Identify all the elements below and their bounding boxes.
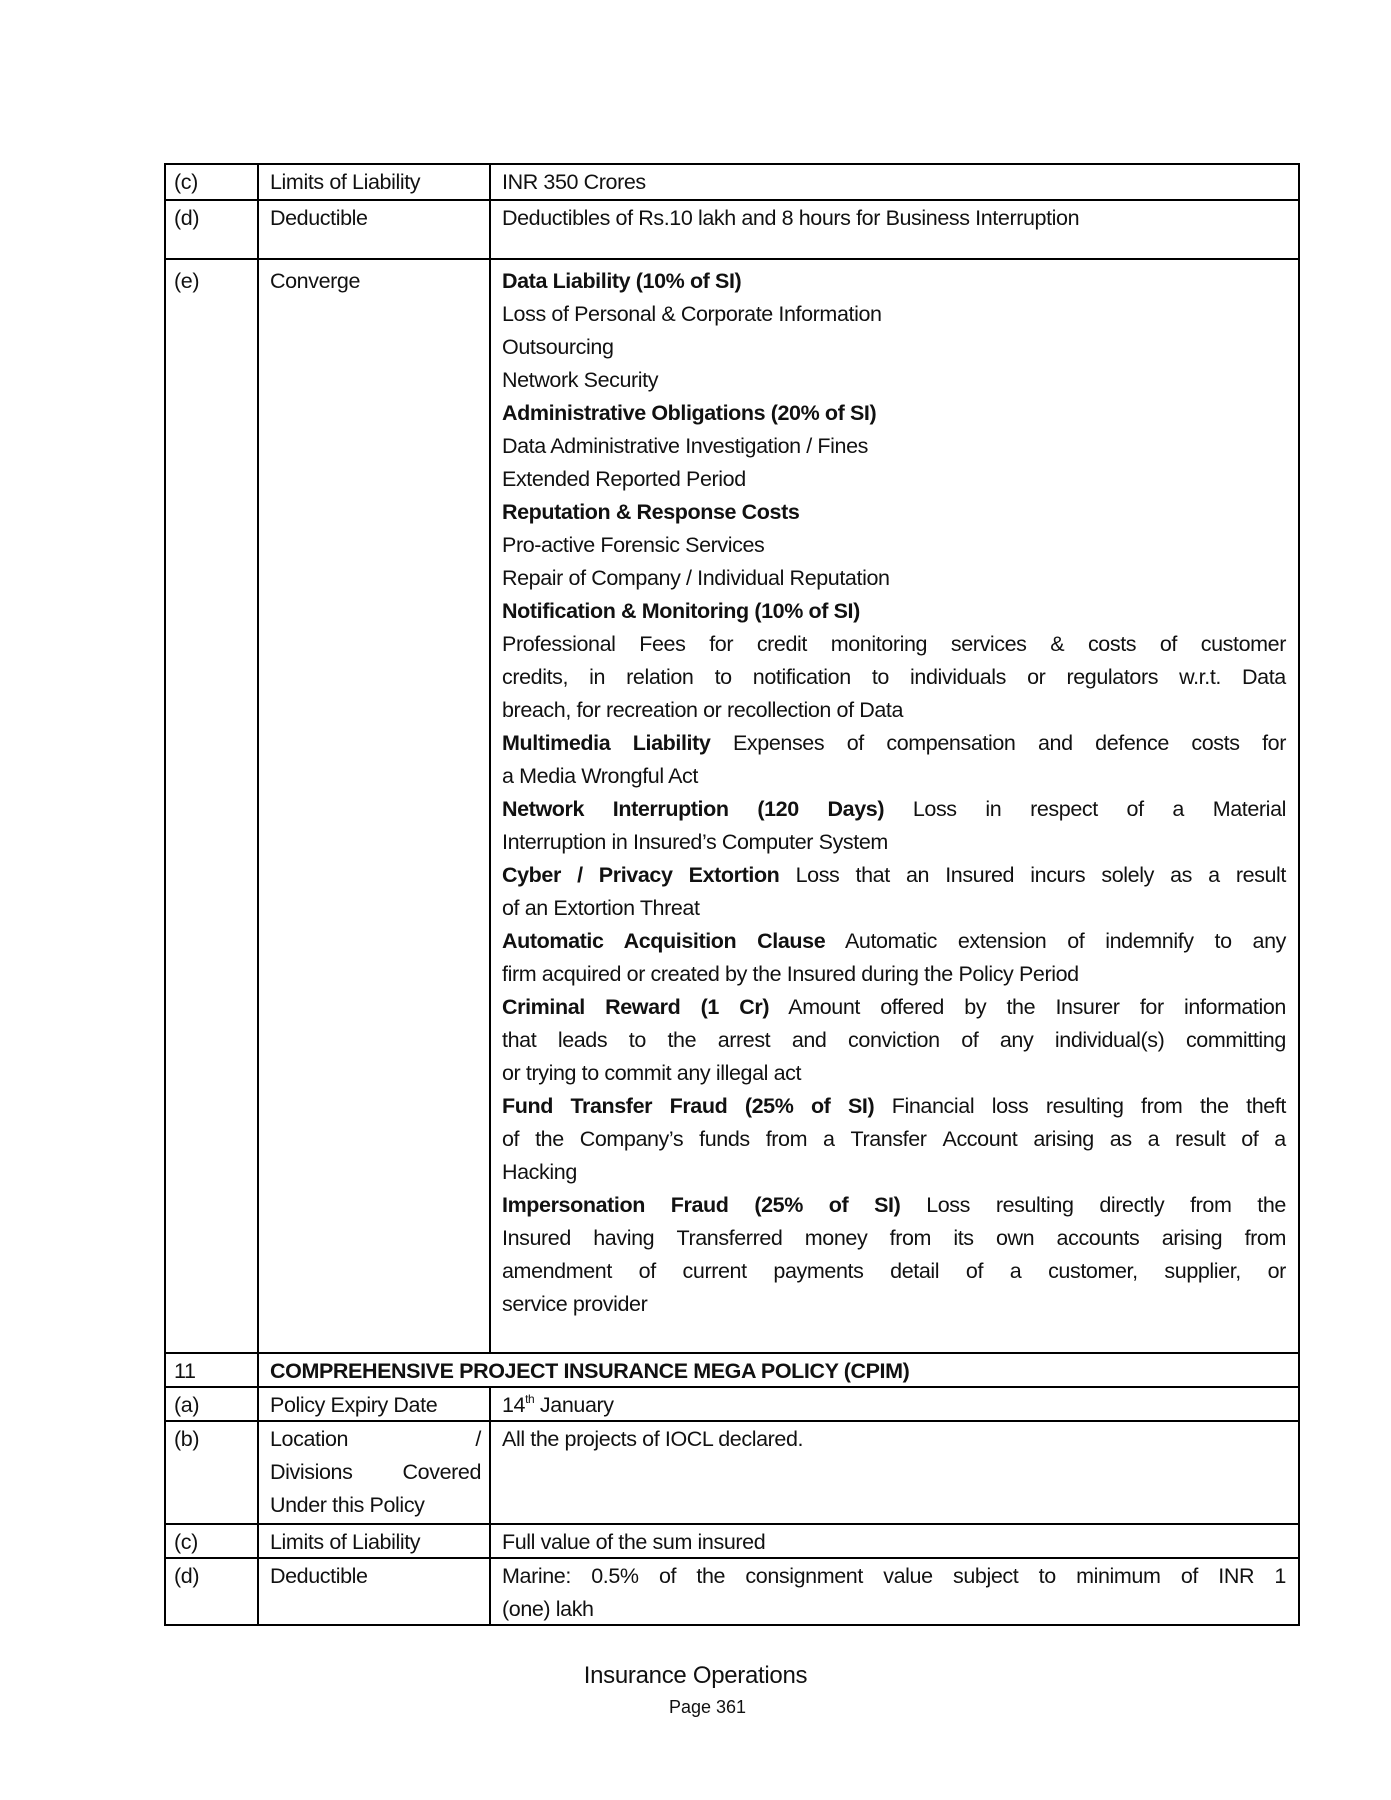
row-value-cell: [491, 1559, 1298, 1624]
coverage-line: Repair of Company / Individual Reputation: [502, 566, 890, 590]
row-field: Converge: [270, 269, 361, 293]
coverage-line: a Media Wrongful Act: [502, 764, 698, 788]
coverage-line-justified: amendment of current payments detail of a customer, supplier, or: [502, 1259, 1286, 1283]
section-heading-row: [166, 1354, 1298, 1388]
coverage-line-justified: credits, in relation to notification to individuals or regulators w.r.t. Data: [502, 665, 1286, 689]
coverage-item-fund-transfer-fraud: Fund Transfer Fraud (25% of SI) Financial loss resulting from the theft: [502, 1094, 1286, 1118]
row-label-cell: [166, 1559, 259, 1624]
row-field-cell: [259, 1525, 491, 1557]
coverage-line: service provider: [502, 1292, 648, 1316]
coverage-item-network-interruption: Network Interruption (120 Days) Loss in respect of a Material: [502, 797, 1286, 821]
table-row: [166, 1388, 1298, 1422]
coverage-line-justified: Professional Fees for credit monitoring services & costs of customer: [502, 632, 1286, 656]
row-label: (a): [174, 1393, 200, 1417]
row-label: (c): [174, 1530, 198, 1554]
coverage-list: [491, 260, 1298, 1352]
table-row: [166, 260, 1298, 1354]
coverage-line: Outsourcing: [502, 335, 614, 359]
row-label-cell: [166, 165, 259, 199]
table-row: [166, 1559, 1298, 1626]
row-value-line: Marine: 0.5% of the consignment value subject to minimum of INR 1: [502, 1564, 1286, 1588]
row-value-cell: [491, 1422, 1298, 1523]
row-field-cell: [259, 165, 491, 199]
table-row: [166, 1422, 1298, 1525]
section-title-cell: [259, 1354, 1298, 1386]
coverage-line: Data Administrative Investigation / Fines: [502, 434, 869, 458]
row-label-cell: [166, 1388, 259, 1420]
row-field: Limits of Liability: [270, 1530, 421, 1554]
row-label: (d): [174, 206, 200, 230]
row-value-cell: [491, 165, 1298, 199]
row-label-cell: [166, 1422, 259, 1523]
row-field-cell: [259, 1422, 491, 1523]
row-field: Deductible: [270, 1564, 368, 1588]
table-row: [166, 1525, 1298, 1559]
row-label: (b): [174, 1427, 200, 1451]
row-label-cell: [166, 260, 259, 1352]
coverage-line: or trying to commit any illegal act: [502, 1061, 802, 1085]
coverage-heading-notification: Notification & Monitoring (10% of SI): [502, 599, 860, 623]
coverage-line: Interruption in Insured’s Computer System: [502, 830, 888, 854]
row-field-cell: [259, 260, 491, 1352]
section-number-cell: [166, 1354, 259, 1386]
row-label-cell: [166, 201, 259, 258]
page-number: Page 361: [668, 1697, 747, 1717]
row-value: All the projects of IOCL declared.: [502, 1427, 804, 1451]
section-title: COMPREHENSIVE PROJECT INSURANCE MEGA POLICY (CPIM): [270, 1359, 910, 1383]
row-value-cell: [491, 201, 1298, 258]
coverage-line: Hacking: [502, 1160, 577, 1184]
row-value: INR 350 Crores: [502, 170, 646, 194]
coverage-heading-reputation: Reputation & Response Costs: [502, 500, 800, 524]
row-field-cell: [259, 1388, 491, 1420]
row-label-cell: [166, 1525, 259, 1557]
row-field-line: Divisions Covered: [270, 1460, 481, 1484]
coverage-line-justified: Insured having Transferred money from its own accounts arising from: [502, 1226, 1286, 1250]
expiry-date-value: 14th January: [502, 1392, 614, 1417]
row-field: Policy Expiry Date: [270, 1393, 438, 1417]
coverage-line: breach, for recreation or recollection of Data: [502, 698, 904, 722]
row-value: Full value of the sum insured: [502, 1530, 766, 1554]
coverage-item-automatic-acquisition: Automatic Acquisition Clause Automatic extension of indemnify to any: [502, 929, 1287, 953]
row-field-line: Location /: [270, 1427, 481, 1451]
row-label: (d): [174, 1564, 200, 1588]
row-field: Limits of Liability: [270, 170, 421, 194]
coverage-line: Extended Reported Period: [502, 467, 746, 491]
section-number: 11: [174, 1359, 196, 1383]
coverage-line-justified: of the Company’s funds from a Transfer Account arising as a result of a: [502, 1127, 1286, 1151]
coverage-line: Network Security: [502, 368, 659, 392]
row-value-cell: [491, 1388, 1298, 1420]
coverage-item-cyber-extortion: Cyber / Privacy Extortion Loss that an Insured incurs solely as a result: [502, 863, 1286, 887]
coverage-line: Pro-active Forensic Services: [502, 533, 765, 557]
row-label: (c): [174, 170, 198, 194]
row-value-cell: [491, 1525, 1298, 1557]
row-label: (e): [174, 269, 200, 293]
coverage-item-multimedia: Multimedia Liability Expenses of compensation and defence costs for: [502, 731, 1286, 755]
footer-title: Insurance Operations: [583, 1662, 808, 1689]
row-field-cell: [259, 1559, 491, 1624]
coverage-line-justified: that leads to the arrest and conviction of any individual(s) committing: [502, 1028, 1286, 1052]
coverage-item-impersonation-fraud: Impersonation Fraud (25% of SI) Loss resulting directly from the: [502, 1193, 1286, 1217]
row-value: Deductibles of Rs.10 lakh and 8 hours for Business Interruption: [502, 206, 1080, 230]
coverage-heading-administrative-obligations: Administrative Obligations (20% of SI): [502, 401, 877, 425]
coverage-line: Loss of Personal & Corporate Information: [502, 302, 882, 326]
row-value-line: (one) lakh: [502, 1597, 594, 1621]
table-row: [166, 165, 1298, 201]
table-row: [166, 201, 1298, 260]
row-field-cell: [259, 201, 491, 258]
policy-table: [164, 163, 1300, 1626]
coverage-item-criminal-reward: Criminal Reward (1 Cr) Amount offered by the Insurer for information: [502, 995, 1286, 1019]
row-field: Deductible: [270, 206, 368, 230]
coverage-line: firm acquired or created by the Insured during the Policy Period: [502, 962, 1079, 986]
coverage-line: of an Extortion Threat: [502, 896, 700, 920]
coverage-heading-data-liability: Data Liability (10% of SI): [502, 269, 742, 293]
row-field-line: Under this Policy: [270, 1493, 425, 1517]
